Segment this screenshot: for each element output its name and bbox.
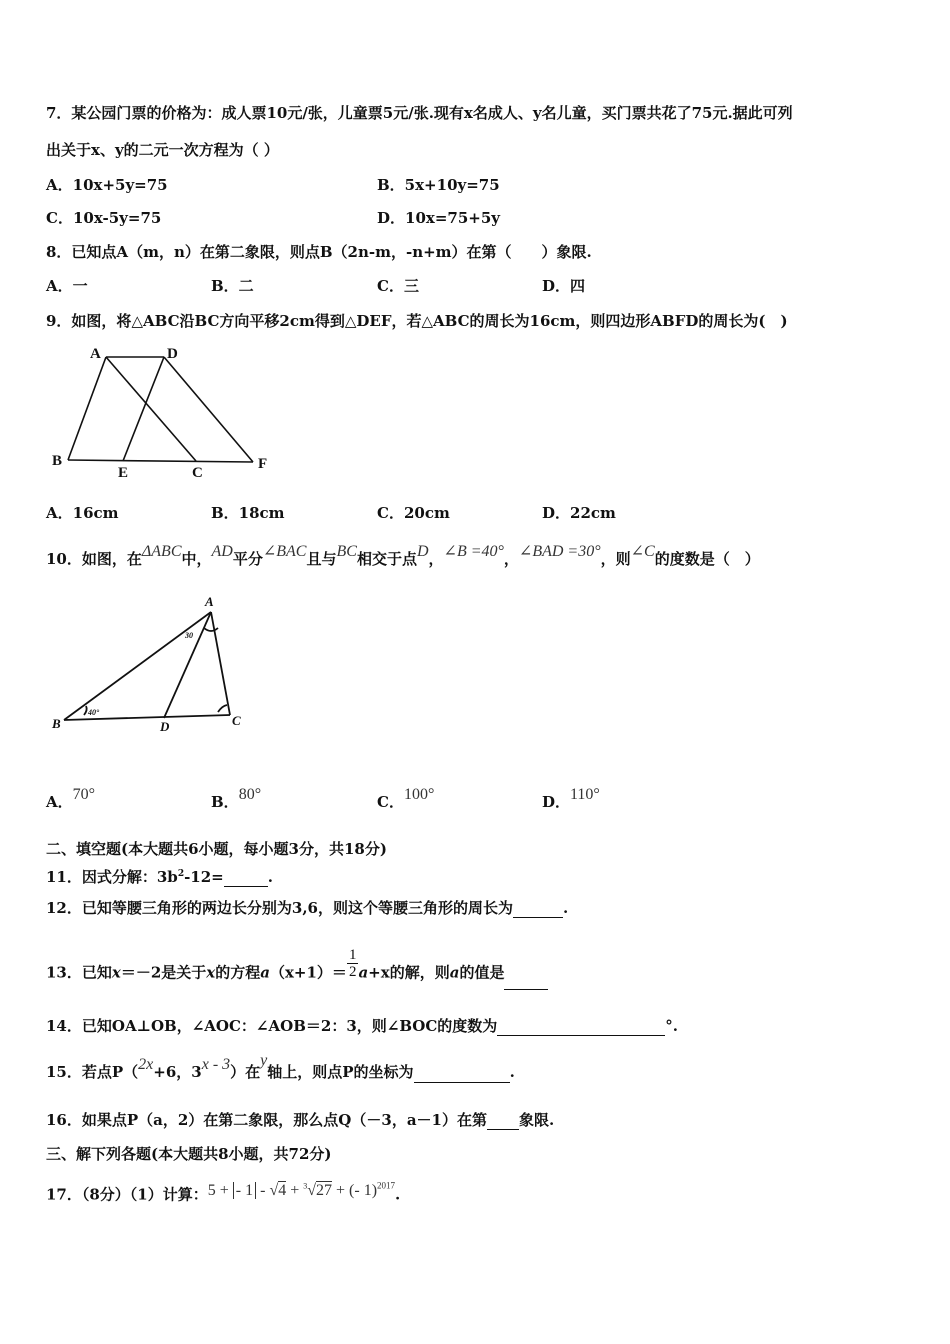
section-2-heading: 二、填空题(本大题共6小题，每小题3分，共18分) (46, 840, 387, 858)
q10-angle-c-arc (218, 705, 227, 712)
q10-label-b: B (52, 716, 61, 731)
q13-fraction: $\frac{1}{2}$ (348, 947, 357, 980)
q10-option-b: B．80° (211, 786, 262, 811)
q10-option-d: D．110° (542, 786, 600, 811)
q10-label-c: C (232, 713, 241, 728)
q7-line2: 出关于x、y的二元一次方程为（ ） (46, 141, 279, 159)
q10-segment-ad (164, 612, 211, 718)
q9-option-c: C．20cm (377, 504, 450, 522)
q9-option-d: D．22cm (542, 504, 616, 522)
q12-text: 12．已知等腰三角形的两边长分别为3,6，则这个等腰三角形的周长为 . (46, 899, 569, 917)
q15-text: 15．若点P（2x+6，3x - 3）在y轴上，则点P的坐标为 . (46, 1052, 515, 1081)
section-3-heading: 三、解下列各题(本大题共8小题，共72分) (46, 1145, 332, 1163)
q8-option-a: A．一 (46, 277, 88, 295)
q10-label-d: D (160, 719, 170, 734)
q10-label-a: A (205, 594, 214, 609)
q9-option-a: A．16cm (46, 504, 119, 522)
q10-point-d: D (416, 543, 429, 560)
q8-option-d: D．四 (542, 277, 586, 295)
q10-option-a: A．70° (46, 786, 96, 811)
q9-label-d: D (167, 346, 178, 362)
q10-segment-ad: AD (211, 543, 233, 560)
q9-label-c: C (192, 465, 203, 481)
q13-text: 13．已知x＝－2是关于x的方程a（x+1）＝ $\frac{1}{2}$ a+x的解，则a的值是 (46, 957, 548, 990)
q17-text: 17．（8分）（1）计算：5 + - 1 - √4 + $^3$√27 + (- 1)$^{2017}$. (46, 1181, 401, 1204)
q9-label-b: B (52, 453, 63, 469)
q9-label-f: F (258, 456, 268, 472)
q9-segment-df (164, 357, 253, 462)
q9-parallelogram-figure (46, 340, 276, 485)
q11-text: 11．因式分解：$3b^2-12=$ . (46, 868, 273, 886)
q9-segment-bf (68, 460, 253, 462)
q10-angle-b-arc (84, 706, 87, 715)
q10-angle-c: ∠C (630, 543, 655, 560)
q16-answer-blank (487, 1113, 519, 1130)
q14-text: 14．已知OA⊥OB，∠AOC：∠AOB＝2：3，则∠BOC的度数为 °. (46, 1017, 679, 1035)
q10-angle-a-arc (204, 628, 218, 631)
q9-segment-de (123, 357, 164, 461)
q9-label-e: E (118, 465, 129, 481)
q13-answer-blank (504, 973, 548, 990)
q10-angle-b: ∠B =40° (443, 543, 504, 560)
q15-answer-blank (414, 1066, 510, 1083)
q10-label-30: 30 (185, 631, 193, 640)
q9-segment-ac (106, 357, 196, 461)
q10-text: 10．如图，在ΔABC中，AD平分∠BAC且与BC相交于点D，∠B =40°，∠BAD =30°，则∠C的度数是（ ） (46, 543, 760, 568)
q7-option-b: B．5x+10y=75 (377, 176, 500, 194)
q12-answer-blank (513, 901, 563, 918)
q14-answer-blank (497, 1019, 665, 1036)
q10-triangle-abc: ΔABC (141, 543, 182, 560)
q10-angle-bac: ∠BAC (262, 543, 307, 560)
q7-option-a: A．10x+5y=75 (46, 176, 168, 194)
q9-label-a: A (90, 346, 101, 362)
q10-angle-bad: ∠BAD =30° (518, 543, 601, 560)
q10-label-40: 40° (88, 708, 100, 717)
q8-text: 8．已知点A（m，n）在第二象限，则点B（2n-m，-n+m）在第（ ）象限. (46, 243, 592, 261)
q10-segment-ac (211, 612, 230, 715)
q10-segment-ba (64, 612, 211, 720)
q17-expression: 5 + - 1 - √4 + $^3$√27 + (- 1)$^{2017}$ (207, 1181, 396, 1200)
q7-line1: 7．某公园门票的价格为：成人票10元/张，儿童票5元/张.现有x名成人、y名儿童，买门票共花了75元.据此可列 (46, 104, 793, 122)
q10-segment-bc: BC (336, 543, 357, 560)
q16-text: 16．如果点P（a，2）在第二象限，那么点Q（－3，a－1）在第 象限. (46, 1111, 555, 1129)
q9-option-b: B．18cm (211, 504, 285, 522)
q8-option-b: B．二 (211, 277, 254, 295)
q10-triangle-figure (46, 590, 261, 740)
q10-option-c: C．100° (377, 786, 435, 811)
q7-option-c: C．10x-5y=75 (46, 209, 162, 227)
q9-segment-ba (68, 357, 106, 460)
q8-option-c: C．三 (377, 277, 419, 295)
q11-answer-blank (224, 870, 268, 887)
q7-option-d: D．10x=75+5y (377, 209, 500, 227)
q9-text: 9．如图，将△ABC沿BC方向平移2cm得到△DEF，若△ABC的周长为16cm，则四边形ABFD的周长为( ) (46, 312, 788, 330)
